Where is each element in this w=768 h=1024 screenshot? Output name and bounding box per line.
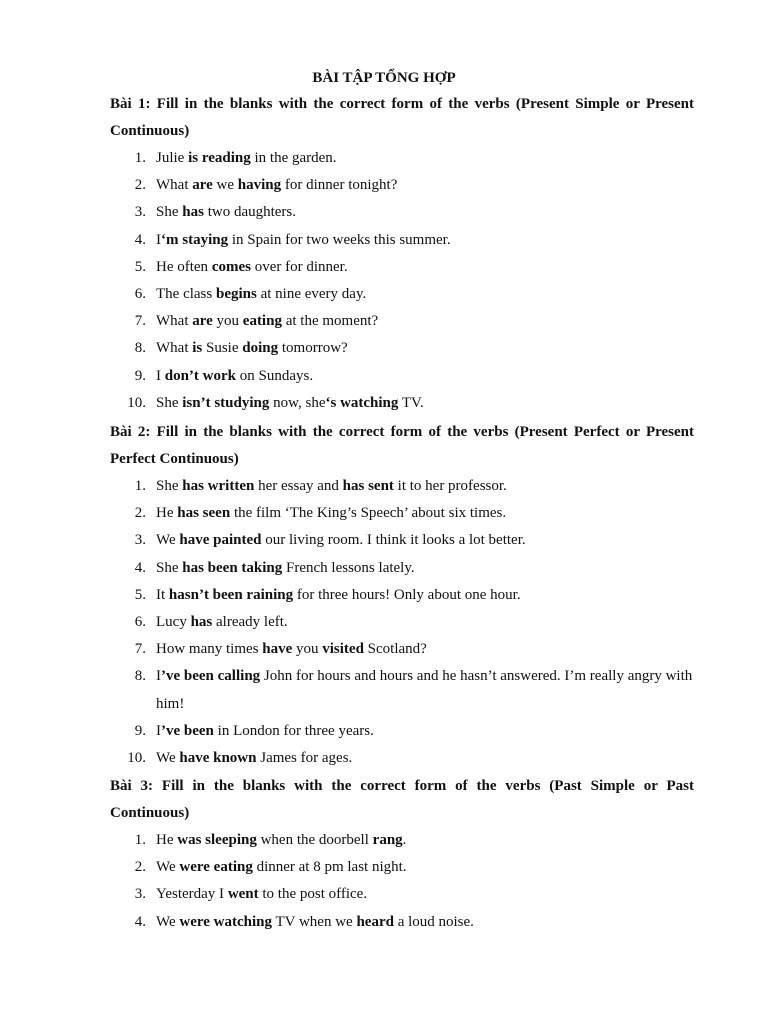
sentence-text: our living room. I think it looks a lot better.	[261, 532, 526, 549]
list-item	[110, 909, 694, 936]
list-item	[110, 227, 694, 254]
item-text	[156, 395, 424, 411]
sentence-text: a loud noise.	[393, 913, 474, 930]
sentence-text: for dinner tonight?	[281, 177, 398, 194]
item-text	[156, 150, 337, 166]
sentence-text: on Sundays.	[236, 367, 314, 384]
list-item	[110, 745, 694, 772]
item-number: 5.	[134, 258, 146, 275]
item-text	[156, 313, 378, 329]
item-number: 8.	[134, 668, 146, 685]
exercise-3-list	[110, 827, 694, 936]
sentence-text: We	[156, 859, 180, 876]
sentence-text: in Spain for two weeks this summer.	[228, 231, 451, 248]
list-item	[110, 199, 694, 226]
sentence-text: you	[292, 641, 323, 658]
list-item	[110, 473, 694, 500]
item-number: 10.	[127, 394, 146, 411]
item-text	[156, 750, 352, 766]
answer-text: don’t work	[164, 367, 237, 384]
item-number: 4.	[134, 559, 146, 576]
list-item	[110, 527, 694, 554]
list-item	[110, 308, 694, 335]
list-item	[110, 827, 694, 854]
sentence-text: He	[156, 505, 178, 522]
answer-text: having	[237, 177, 282, 194]
sentence-text: Scotland?	[363, 641, 427, 658]
list-item	[110, 881, 694, 908]
document-title: BÀI TẬP TỔNG HỢP	[312, 70, 456, 86]
sentence-text: dinner at 8 pm last night.	[252, 859, 407, 876]
item-text	[156, 259, 348, 275]
sentence-text: two daughters.	[203, 204, 297, 221]
sentence-text: over for dinner.	[250, 258, 348, 275]
answer-text: hasn’t been raining	[168, 586, 294, 603]
sentence-text: Yesterday I	[156, 886, 228, 903]
exercise-3	[110, 773, 694, 936]
exercise-2	[110, 419, 694, 772]
item-number: 2.	[134, 859, 146, 876]
answer-text: has seen	[177, 505, 231, 522]
item-number: 3.	[134, 204, 146, 221]
sentence-text: it to her professor.	[393, 478, 507, 494]
item-text	[156, 914, 474, 930]
item-text	[156, 177, 397, 193]
answer-text: were watching	[179, 913, 272, 930]
sentence-text: at nine every day.	[256, 286, 367, 303]
sentence-text: I	[156, 668, 161, 685]
answer-text: have painted	[179, 532, 262, 549]
sentence-text: tomorrow?	[278, 340, 348, 357]
answer-text: have known	[179, 750, 257, 767]
sentence-text: when the doorbell	[256, 832, 373, 848]
sentence-text: Susie	[202, 340, 243, 357]
item-text	[156, 641, 427, 657]
item-text	[156, 232, 451, 248]
answer-text: ‘m staying	[161, 231, 229, 248]
sentence-text: It	[156, 586, 169, 603]
item-number: 8.	[134, 340, 146, 357]
answer-text: are	[192, 313, 213, 330]
sentence-text: How many times	[156, 641, 263, 658]
answer-text: went	[227, 886, 259, 903]
sentence-text: James for ages.	[256, 750, 353, 767]
exercise-1-heading: Bài 1: Fill in the blanks with the correct form of the verbs (Present Simple or Present Continuous)	[110, 96, 694, 139]
item-text	[156, 505, 506, 521]
item-text	[156, 614, 288, 630]
sentence-text: in the garden.	[250, 150, 337, 166]
item-text	[156, 859, 407, 875]
answer-text: isn’t studying	[182, 394, 270, 411]
answer-text: has written	[182, 478, 255, 494]
list-item	[110, 145, 694, 172]
sentence-text: TV.	[398, 394, 424, 411]
item-number: 2.	[134, 505, 146, 522]
sentence-text: We	[156, 532, 180, 549]
sentence-text: She	[156, 204, 183, 221]
item-number: 2.	[134, 177, 146, 194]
sentence-text: TV when we	[272, 913, 357, 930]
list-item	[110, 254, 694, 281]
item-number: 4.	[134, 231, 146, 248]
item-number: 6.	[134, 614, 146, 631]
sentence-text: She	[156, 559, 183, 576]
item-number: 9.	[134, 722, 146, 739]
item-number: 4.	[134, 913, 146, 930]
sentence-text: for three hours! Only about one hour.	[293, 586, 521, 603]
sentence-text: We	[156, 913, 180, 930]
answer-text: eating	[242, 313, 282, 330]
sentence-text: to the post office.	[258, 886, 368, 903]
exercise-1	[110, 91, 694, 417]
item-number: 3.	[134, 886, 146, 903]
sentence-text: her essay and	[254, 478, 343, 494]
list-item	[110, 609, 694, 636]
sentence-text: Julie	[156, 150, 189, 166]
list-item	[110, 335, 694, 362]
answer-text: rang	[372, 832, 403, 848]
sentence-text: The class	[156, 286, 216, 303]
sentence-text: What	[156, 340, 193, 357]
answer-text: ‘s watching	[325, 394, 399, 411]
item-text	[156, 832, 406, 848]
answer-text: were eating	[179, 859, 253, 876]
item-text	[156, 560, 415, 576]
answer-text: was sleeping	[177, 832, 257, 848]
sentence-text: French lessons lately.	[282, 559, 415, 576]
item-number: 1.	[134, 832, 146, 848]
sentence-text: in London for three years.	[213, 722, 374, 739]
list-item	[110, 636, 694, 663]
list-item	[110, 363, 694, 390]
list-item	[110, 663, 694, 717]
list-item	[110, 854, 694, 881]
sentence-text: I	[156, 231, 161, 248]
answer-text: begins	[215, 286, 257, 303]
answer-text: is reading	[188, 150, 251, 166]
exercise-2-heading: Bài 2: Fill in the blanks with the correct form of the verbs (Present Perfect or Present Perfect Continuous)	[110, 424, 694, 467]
sentence-text: we	[212, 177, 238, 194]
item-number: 10.	[127, 750, 146, 767]
item-text	[156, 587, 521, 603]
answer-text: visited	[322, 641, 364, 658]
item-number: 1.	[134, 150, 146, 166]
item-number: 1.	[134, 478, 146, 494]
answer-text: heard	[356, 913, 394, 930]
item-text	[156, 340, 348, 356]
sentence-text: I	[156, 722, 161, 739]
list-item	[110, 582, 694, 609]
sentence-text: already left.	[212, 614, 288, 631]
item-text	[156, 886, 367, 902]
exercise-2-list	[110, 473, 694, 772]
list-item	[110, 172, 694, 199]
item-text	[156, 286, 366, 302]
item-number: 7.	[134, 641, 146, 658]
list-item	[110, 500, 694, 527]
sentence-text: the film ‘The King’s Speech’ about six times.	[230, 505, 507, 522]
answer-text: have	[262, 641, 293, 658]
sentence-text: She	[156, 478, 183, 494]
answer-text: doing	[242, 340, 279, 357]
sentence-text: We	[156, 750, 180, 767]
sentence-text: He	[156, 832, 178, 848]
sentence-text: What	[156, 313, 193, 330]
item-number: 6.	[134, 286, 146, 303]
sentence-text: She	[156, 394, 183, 411]
sentence-text: I	[156, 367, 165, 384]
item-text	[156, 668, 692, 711]
item-number: 9.	[134, 367, 146, 384]
item-text	[156, 204, 296, 220]
list-item	[110, 718, 694, 745]
sentence-text: at the moment?	[281, 313, 379, 330]
item-number: 3.	[134, 532, 146, 549]
answer-text: has	[182, 204, 204, 221]
list-item	[110, 555, 694, 582]
list-item	[110, 390, 694, 417]
answer-text: has	[190, 614, 213, 631]
exercise-3-heading: Bài 3: Fill in the blanks with the correct form of the verbs (Past Simple or Past Continuous)	[110, 778, 694, 821]
item-text	[156, 532, 526, 548]
answer-text: is	[192, 340, 203, 357]
list-item	[110, 281, 694, 308]
item-text	[156, 723, 374, 739]
item-number: 5.	[134, 586, 146, 603]
sentence-text: He often	[156, 258, 212, 275]
exercise-1-list	[110, 145, 694, 417]
sentence-text: you	[212, 313, 243, 330]
answer-text: has been taking	[182, 559, 283, 576]
item-text	[156, 478, 507, 494]
item-number: 7.	[134, 313, 146, 330]
item-text	[156, 368, 313, 384]
answer-text: has sent	[342, 478, 394, 494]
sentence-text: John for hours and hours and he hasn’t answered. I’m really angry with him!	[156, 668, 693, 712]
answer-text: ’ve been	[161, 722, 214, 739]
answer-text: are	[192, 177, 213, 194]
sentence-text: .	[402, 832, 407, 848]
answer-text: comes	[211, 258, 251, 275]
answer-text: ’ve been calling	[161, 668, 261, 685]
sentence-text: Lucy	[156, 614, 191, 631]
sentence-text: now, she	[269, 394, 326, 411]
sentence-text: What	[156, 177, 193, 194]
